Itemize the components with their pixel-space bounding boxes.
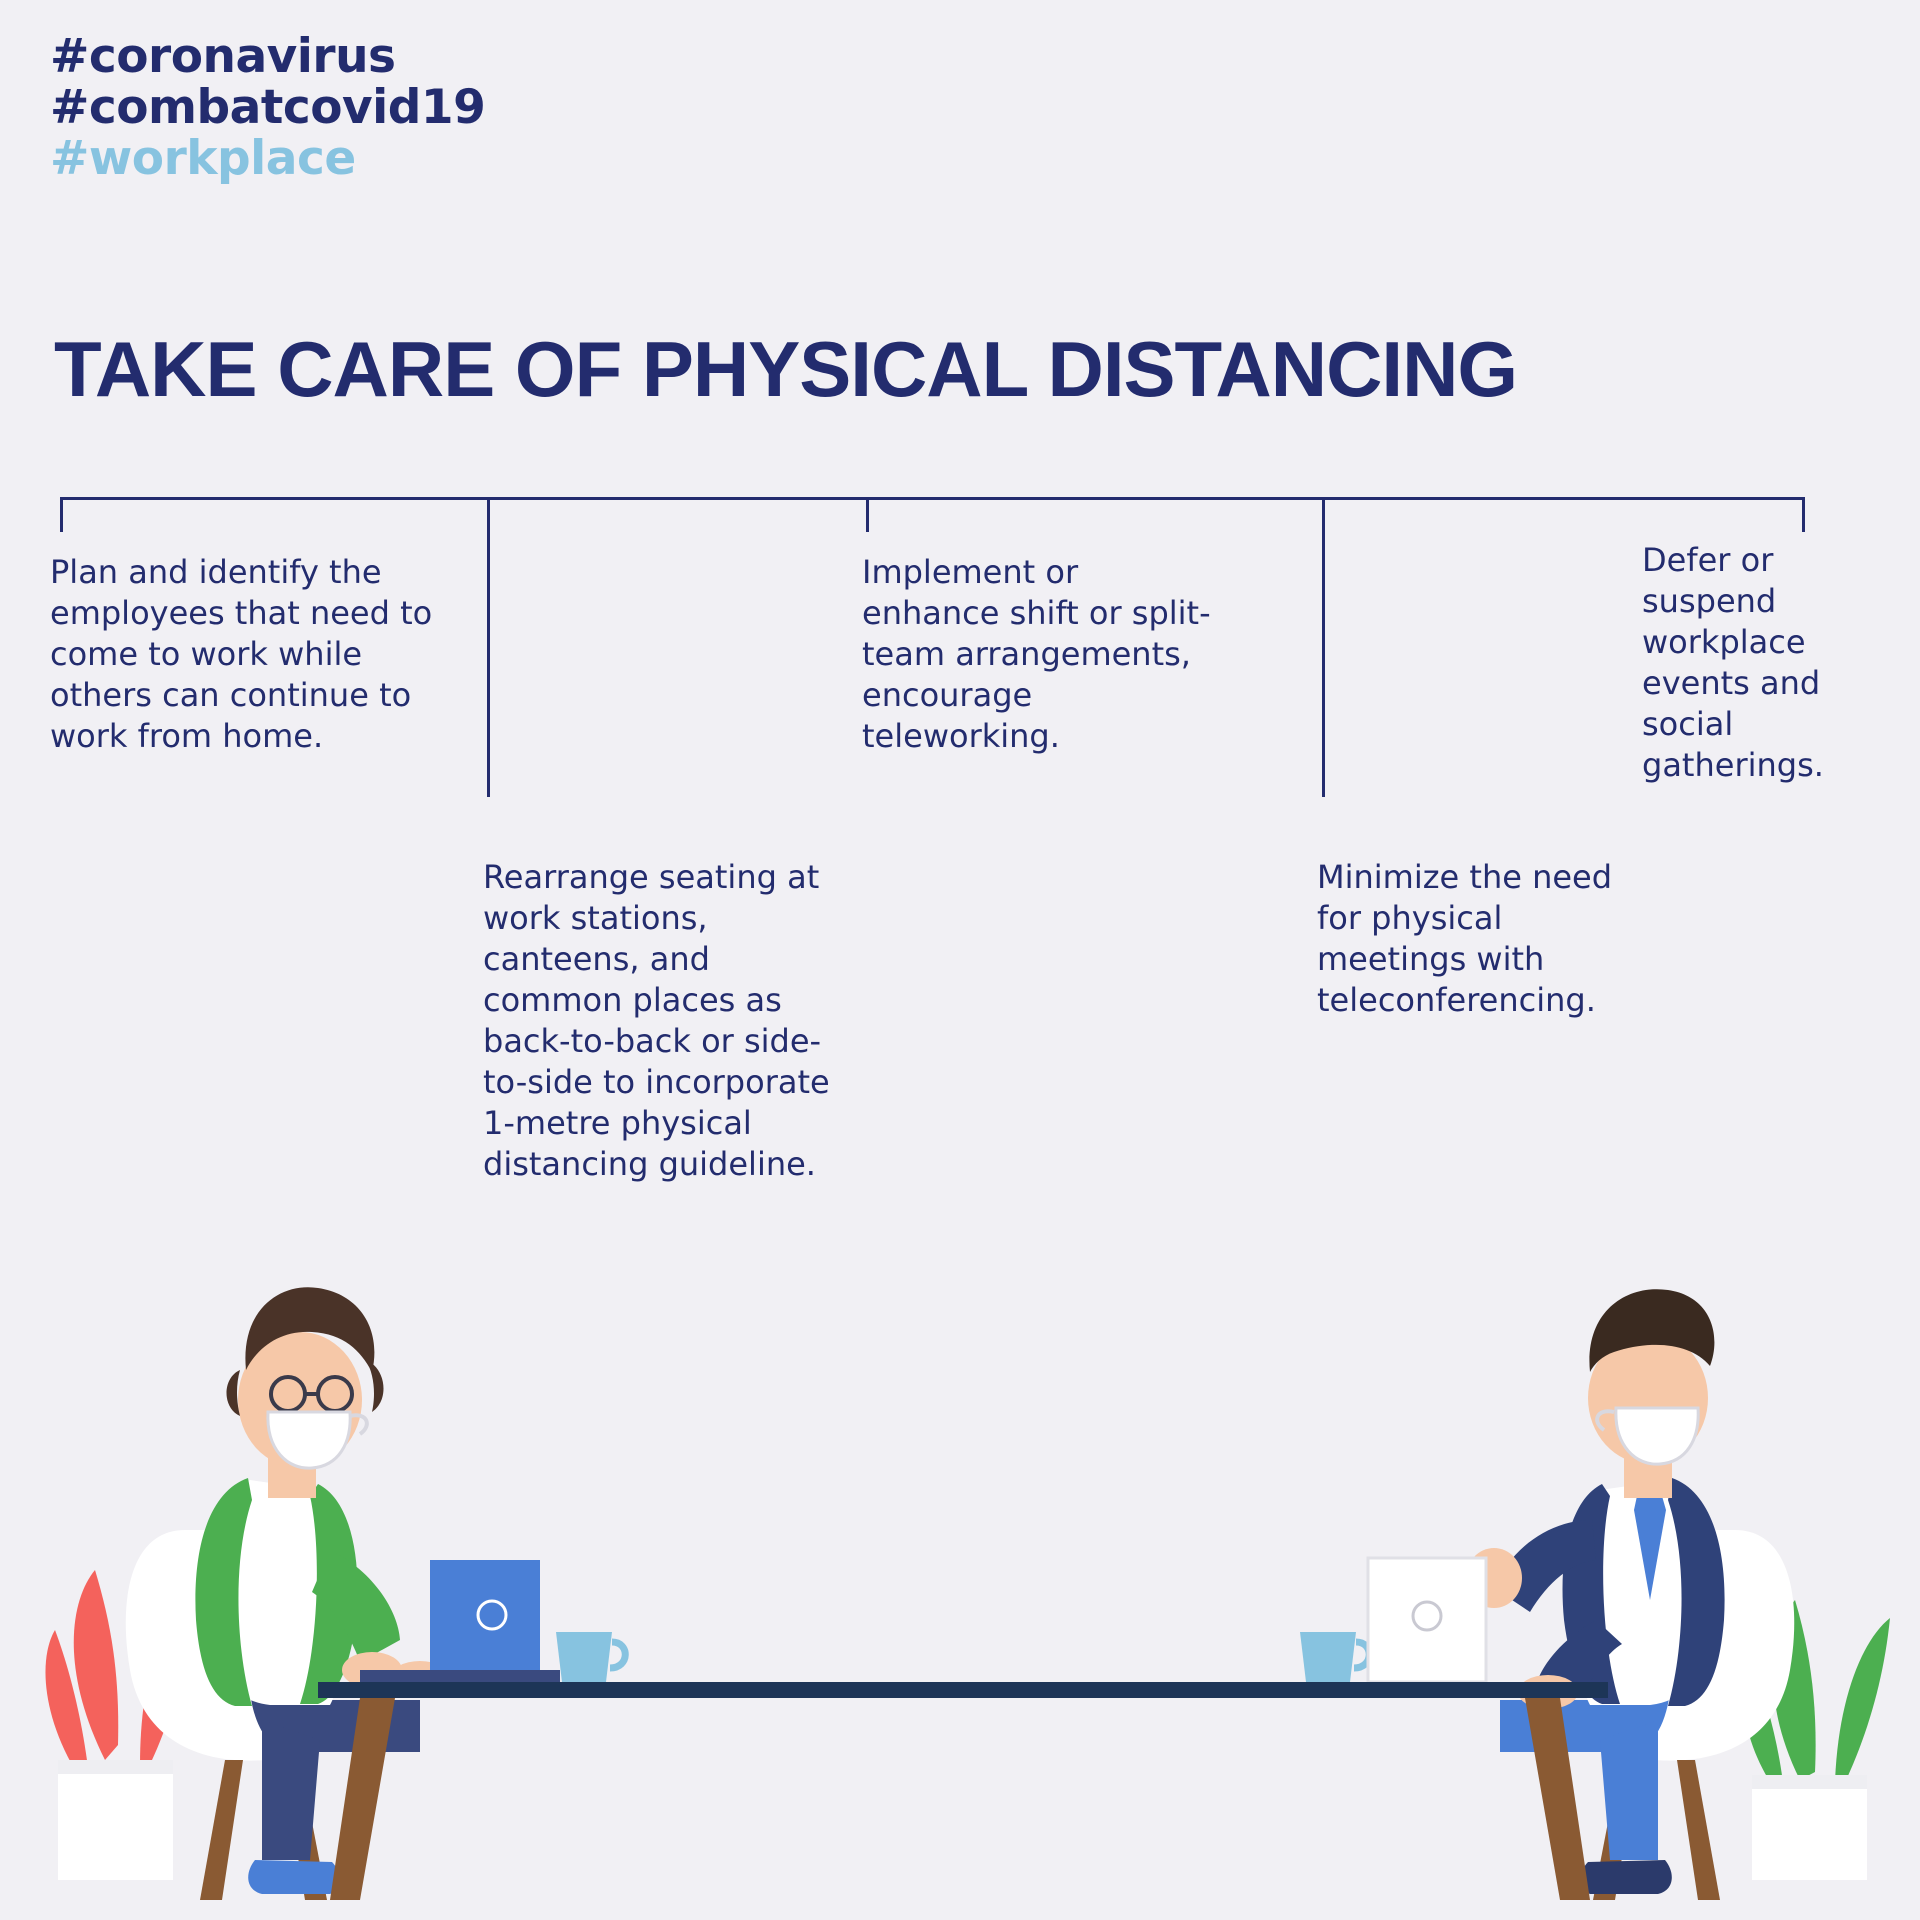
tip-text-teleconferencing: Minimize the need for physical meetings with teleconferencing.: [1317, 858, 1613, 1019]
bracket-tick-4: [1322, 497, 1325, 797]
bracket-line: [60, 497, 1805, 500]
tip-text-shift-arrangements: Implement or enhance shift or split-team arrangements, encourage teleworking.: [862, 553, 1211, 755]
hashtag-workplace: #workplace: [50, 130, 356, 186]
office-distancing-illustration: [0, 1200, 1920, 1920]
table: [318, 1682, 1608, 1900]
person-right-man: [1466, 1289, 1794, 1900]
person-left-woman: [126, 1287, 450, 1900]
tip-text-defer-events: Defer or suspend workplace events and social gatherings.: [1642, 541, 1824, 784]
hashtag-group: [50, 29, 486, 186]
bracket-tick-start: [60, 497, 63, 532]
tip-text-plan-identify: Plan and identify the employees that need to come to work while others can continue to work from home.: [50, 553, 433, 755]
coffee-cup-left-icon: [556, 1632, 625, 1682]
hashtag-combatcovid19: #combatcovid19: [50, 79, 486, 135]
coffee-cup-right-icon: [1300, 1632, 1369, 1682]
document-stand-icon: [1368, 1558, 1486, 1682]
bracket-tick-end: [1802, 497, 1805, 532]
page-title: TAKE CARE OF PHYSICAL DISTANCING: [54, 325, 1518, 413]
bracket-tick-3: [866, 497, 869, 532]
hashtag-coronavirus: #coronavirus: [50, 29, 396, 84]
bracket-tick-2: [487, 497, 490, 797]
tip-text-rearrange-seating: Rearrange seating at work stations, canteens, and common places as back-to-back or side-to-side to incorporate 1-metre physical distancing guideline.: [483, 858, 830, 1183]
